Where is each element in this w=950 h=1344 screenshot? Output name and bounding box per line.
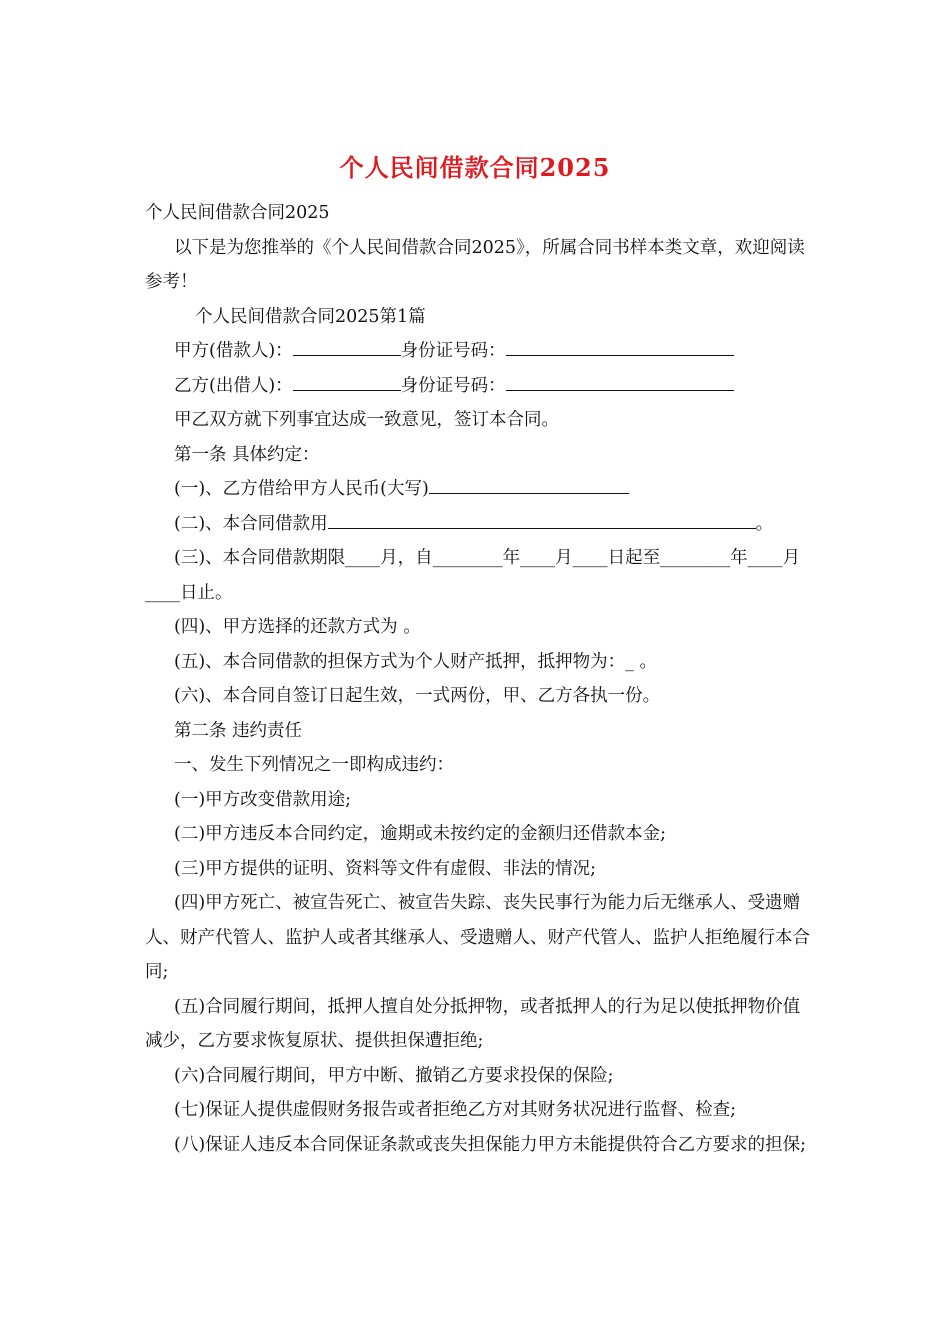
party-b-line	[145, 369, 810, 404]
subtitle-line: 个人民间借款合同2025	[145, 203, 330, 223]
clause-1-2	[145, 507, 810, 542]
clause-1-3: (三)、本合同借款期限____月，自________年____月____日起至________年____月____日止。	[145, 548, 801, 603]
document-body	[145, 196, 810, 1162]
intro-paragraph: 以下是为您推举的《个人民间借款合同2025》，所属合同书样本类文章，欢迎阅读参考！	[145, 237, 805, 292]
breach-item-3: (三)甲方提供的证明、资料等文件有虚假、非法的情况;	[174, 858, 597, 879]
loan-amount-blank	[429, 475, 629, 494]
party-a-label: 甲方(借款人)：	[174, 341, 293, 361]
section-heading: 个人民间借款合同2025第1篇	[195, 306, 426, 327]
breach-item-8: (八)保证人违反本合同保证条款或丧失担保能力甲方未能提供符合乙方要求的担保;	[174, 1134, 807, 1155]
breach-item-6: (六)合同履行期间，甲方中断、撤销乙方要求投保的保险;	[174, 1065, 614, 1086]
article-1-heading: 第一条 具体约定：	[174, 444, 320, 465]
clause-1-1-text: (一)、乙方借给甲方人民币(大写)	[174, 479, 429, 499]
clause-1-6: (六)、本合同自签订日起生效，一式两份，甲、乙方各执一份。	[174, 686, 661, 706]
party-b-label: 乙方(出借人)：	[174, 375, 293, 396]
party-a-id-blank	[506, 337, 734, 356]
party-b-id-label: 身份证号码：	[400, 375, 506, 396]
agreement-paragraph: 甲乙双方就下列事宜达成一致意见，签订本合同。	[174, 410, 559, 430]
breach-item-4: (四)甲方死亡、被宣告死亡、被宣告失踪、丧失民事行为能力后无继承人、受遗赠人、财产代管人、监护人或者其继承人、受遗赠人、财产代管人、监护人拒绝履行本合同;	[145, 893, 810, 982]
breach-item-2: (二)甲方违反本合同约定，逾期或未按约定的金额归还借款本金;	[174, 824, 667, 844]
loan-purpose-blank	[328, 510, 756, 529]
party-a-name-blank	[293, 337, 401, 356]
breach-intro: 一、发生下列情况之一即构成违约：	[174, 755, 454, 775]
breach-item-7: (七)保证人提供虚假财务报告或者拒绝乙方对其财务状况进行监督、检查;	[174, 1100, 737, 1120]
party-a-line	[145, 334, 810, 369]
breach-item-5: (五)合同履行期间，抵押人擅自处分抵押物，或者抵押人的行为足以使抵押物价值减少，乙方要求恢复原状、提供担保遭拒绝;	[145, 996, 801, 1051]
clause-1-5: (五)、本合同借款的担保方式为个人财产抵押，抵押物为：_ 。	[174, 651, 657, 672]
clause-1-1	[145, 472, 810, 507]
clause-1-4: (四)、甲方选择的还款方式为 。	[174, 617, 421, 637]
clause-1-2-end: 。	[755, 513, 774, 534]
party-b-name-blank	[293, 372, 401, 391]
document-title: 个人民间借款合同2025	[339, 153, 611, 182]
party-b-id-blank	[506, 372, 734, 391]
article-2-heading: 第二条 违约责任	[174, 720, 303, 741]
party-a-id-label: 身份证号码：	[400, 341, 506, 361]
breach-item-1: (一)甲方改变借款用途;	[174, 789, 352, 810]
clause-1-2-text: (二)、本合同借款用	[174, 513, 328, 534]
